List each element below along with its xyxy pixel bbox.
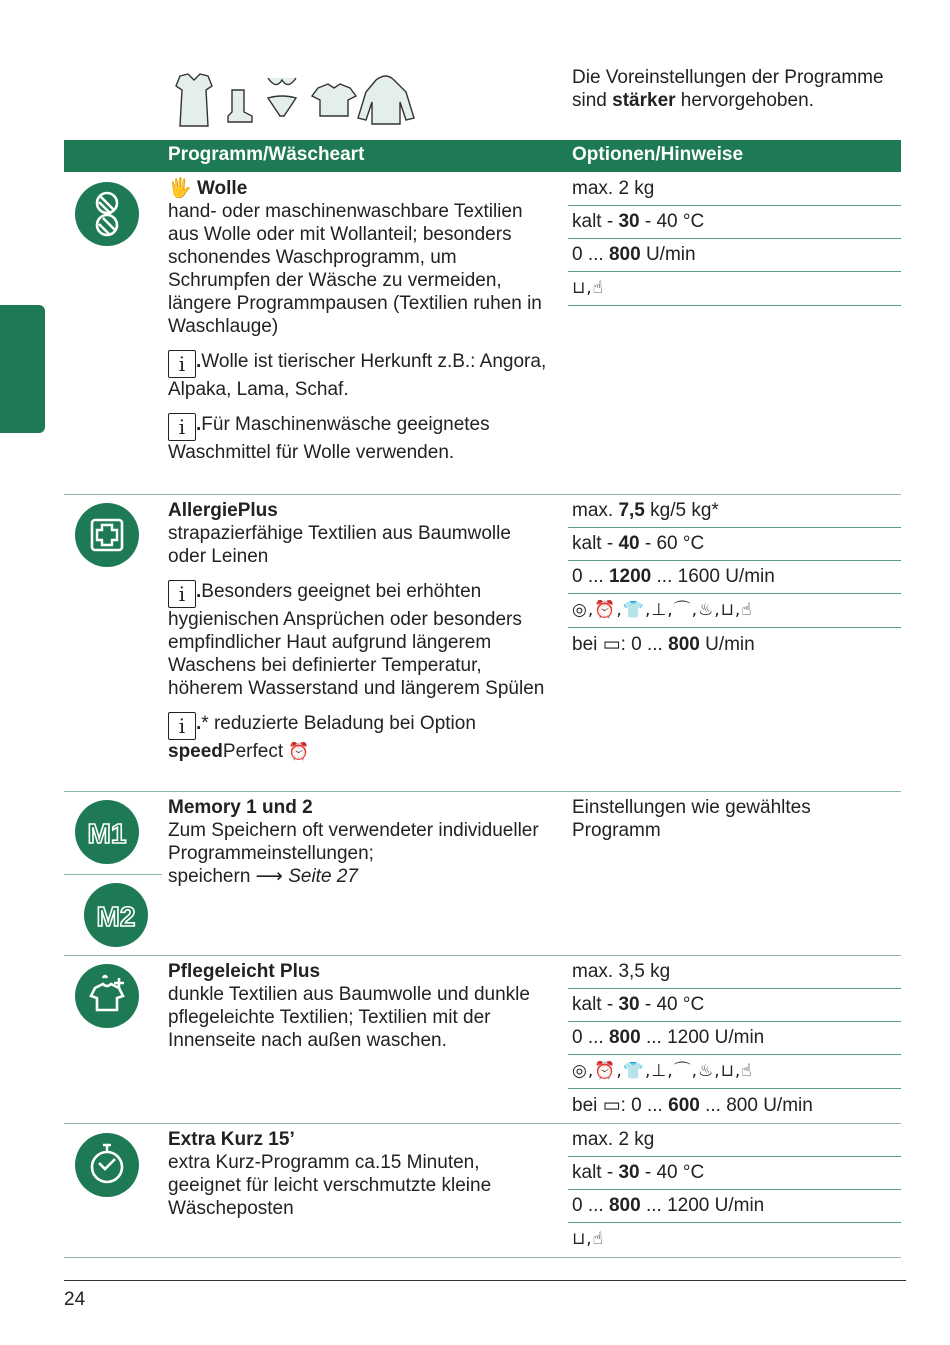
intro-bold: stärker (612, 90, 676, 111)
page-reference[interactable]: Seite 27 (288, 866, 358, 887)
option-spin: 0 ... 1200 ... 1600 U/min (572, 566, 775, 587)
option-spin: 0 ... 800 ... 1200 U/min (572, 1195, 765, 1216)
program-title: Wolle (196, 178, 248, 199)
iron-icon: ▭ (602, 1095, 621, 1116)
option-load: max. 3,5 kg (572, 961, 671, 982)
info-text: Besonders geeignet bei erhöhten hygienischen Ansprüchen oder besonders empfindlicher Haut aufgrund längerem Waschens bei definierter Temperatur, höherem Wasserstand und längerem Spülen (168, 581, 545, 699)
program-description: Zum Speichern oft verwendeter individueller Programmeinstellungen; (168, 820, 539, 864)
program-pflegeleicht-plus (168, 960, 553, 1052)
hand-wash-icon: 🖐 (168, 178, 192, 199)
option-symbols: ⊔,☝ (572, 278, 605, 298)
option-load: max. 7,5 kg/5 kg* (572, 500, 719, 521)
option-symbols: ◎,⏰,👕,⊥,⌒,♨,⊔,☝ (572, 600, 753, 620)
option-spin-note: bei ▭: 0 ... 800 U/min (572, 634, 755, 655)
option-temperature: kalt - 30 - 40 °C (572, 211, 705, 232)
option-spin: 0 ... 800 ... 1200 U/min (572, 1027, 765, 1048)
info-icon: i (168, 350, 196, 378)
program-extra-kurz (168, 1128, 553, 1220)
footer-rule (64, 1280, 906, 1281)
program-description: strapazierfähige Textilien aus Baumwolle oder Leinen (168, 523, 511, 567)
iron-icon: ▭ (602, 634, 621, 655)
option-load: max. 2 kg (572, 1129, 655, 1150)
intro-note (572, 66, 902, 112)
intro-text: Die Voreinstellungen der Programme sind (572, 67, 884, 111)
option-symbols: ⊔,☝ (572, 1229, 605, 1249)
option-temperature: kalt - 30 - 40 °C (572, 994, 705, 1015)
header-options: Optionen/Hinweise (572, 144, 744, 165)
program-title: Memory 1 und 2 (168, 797, 313, 818)
section-tab (0, 305, 45, 433)
option-temperature: kalt - 40 - 60 °C (572, 533, 705, 554)
clothing-illustrations-icon (168, 72, 423, 130)
program-memory: Memory 1 und 2 Zum Speichern oft verwendeter individueller Programmeinstellungen; speichern ⟶ Seite 27 (168, 796, 553, 888)
program-allergieplus: AllergiePlus strapazierfähige Textilien aus Baumwolle oder Leinen i .Besonders geeignet bei erhöhten hygienischen Ansprüchen oder besonders empfindlicher Haut aufgrund längerem Waschens bei definierter Temperatur, höherem Wasserstand und längerem Spülen i .* reduzierte Beladung bei Option speedPerfect ⏰ (168, 499, 553, 764)
easy-care-plus-icon (75, 964, 139, 1028)
program-title: AllergiePlus (168, 500, 278, 521)
info-text: * reduzierte Beladung bei Option (201, 713, 476, 734)
wool-icon (75, 182, 139, 246)
speedperfect-icon: ⏰ (288, 742, 311, 762)
option-load: max. 2 kg (572, 178, 655, 199)
program-title: Pflegeleicht Plus (168, 961, 321, 982)
intro-text-end: hervorgehoben. (675, 90, 814, 111)
svg-text:M1: M1 (87, 818, 127, 849)
allergy-plus-icon (75, 503, 139, 567)
program-description: hand- oder maschinenwaschbare Textilien aus Wolle oder mit Wollanteil; besonders schonendes Waschprogramm, um Schrumpfen der Wäsche zu vermeiden, längere Programmpausen (Textilien ruhen in Waschlauge) (168, 201, 542, 337)
info-icon: i (168, 413, 196, 441)
info-text: Für Maschinenwäsche geeignetes Waschmittel für Wolle verwenden. (168, 414, 490, 463)
page-number: 24 (64, 1289, 86, 1310)
header-program: Programm/Wäscheart (168, 144, 365, 165)
info-icon: i (168, 580, 196, 608)
program-wolle: 🖐 Wolle hand- oder maschinenwaschbare Textilien aus Wolle oder mit Wollanteil; besonders schonendes Waschprogramm, um Schrumpfen der Wäsche zu vermeiden, längere Programmpausen (Textilien ruhen in Waschlauge) i .Wolle ist tierischer Herkunft z.B.: Angora, Alpaka, Lama, Schaf. i .Für Maschinenwäsche geeignetes Waschmittel für Wolle verwenden. (168, 177, 553, 464)
memory-1-icon (75, 800, 139, 864)
svg-text:M2: M2 (96, 901, 136, 932)
option-temperature: kalt - 30 - 40 °C (572, 1162, 705, 1183)
program-title: Extra Kurz 15’ (168, 1129, 295, 1150)
memory-option-note: Einstellungen wie gewähltes Programm (572, 797, 811, 841)
memory-2-icon (84, 883, 148, 947)
option-symbols: ◎,⏰,👕,⊥,⌒,♨,⊔,☝ (572, 1061, 753, 1081)
quick-15-icon (75, 1133, 139, 1197)
program-description: extra Kurz-Programm ca.15 Minuten, geeignet für leicht verschmutzte kleine Wäscheposten (168, 1152, 492, 1219)
table-header (64, 140, 901, 172)
option-spin: 0 ... 800 U/min (572, 244, 696, 265)
option-spin-note: bei ▭: 0 ... 600 ... 800 U/min (572, 1095, 813, 1116)
program-description: dunkle Textilien aus Baumwolle und dunkle pflegeleichte Textilien; Textilien mit der Innenseite nach außen waschen. (168, 984, 530, 1051)
info-text: Wolle ist tierischer Herkunft z.B.: Angora, Alpaka, Lama, Schaf. (168, 351, 547, 400)
info-icon: i (168, 712, 196, 740)
arrow-icon: ⟶ (255, 866, 283, 887)
